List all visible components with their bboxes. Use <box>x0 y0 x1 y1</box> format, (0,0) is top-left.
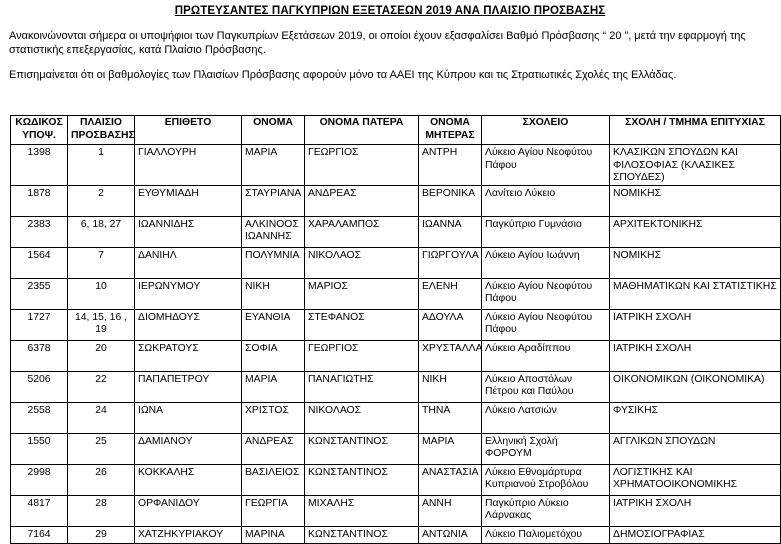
cell-surname: ΙΩΑΝΝΙΔΗΣ <box>135 216 242 247</box>
cell-department: ΟΙΚΟΝΟΜΙΚΩΝ (ΟΙΚΟΝΟΜΙΚΑ) <box>610 371 781 402</box>
header-first-name: ΟΝΟΜΑ <box>242 116 305 145</box>
cell-school: Λύκειο Αραδίππου <box>482 340 610 371</box>
cell-first-name: ΒΑΣΙΛΕΙΟΣ <box>242 464 305 495</box>
cell-first-name: ΜΑΡΙΝΑ <box>242 526 305 543</box>
cell-candidate-code: 2355 <box>11 278 68 309</box>
cell-department: ΑΡΧΙΤΕΚΤΟΝΙΚΗΣ <box>610 216 781 247</box>
table-row <box>11 526 781 543</box>
cell-access-framework: 24 <box>68 402 135 433</box>
cell-access-framework: 6, 18, 27 <box>68 216 135 247</box>
cell-school: Λύκειο Λατσιών <box>482 402 610 433</box>
cell-department: ΚΛΑΣΙΚΩΝ ΣΠΟΥΔΩΝ ΚΑΙ ΦΙΛΟΣΟΦΙΑΣ (ΚΛΑΣΙΚΕΣ ΣΠΟΥΔΕΣ) <box>610 145 781 186</box>
cell-school: Λανίτειο Λύκειο <box>482 185 610 216</box>
table-row <box>11 371 781 402</box>
cell-access-framework: 26 <box>68 464 135 495</box>
header-candidate-code: ΚΩΔΙΚΟΣ ΥΠΟΨ. <box>11 116 68 145</box>
table-row <box>11 402 781 433</box>
cell-first-name: ΜΑΡΙΑ <box>242 371 305 402</box>
cell-candidate-code: 1878 <box>11 185 68 216</box>
cell-candidate-code: 4817 <box>11 495 68 526</box>
cell-surname: ΙΩΝΑ <box>135 402 242 433</box>
cell-surname: ΕΥΘΥΜΙΑΔΗ <box>135 185 242 216</box>
cell-school: Λύκειο Αγίου Ιωάννη <box>482 247 610 278</box>
cell-access-framework: 20 <box>68 340 135 371</box>
cell-father-name: ΜΙΧΑΛΗΣ <box>305 495 419 526</box>
cell-candidate-code: 2998 <box>11 464 68 495</box>
table-row <box>11 464 781 495</box>
cell-access-framework: 2 <box>68 185 135 216</box>
cell-school: Λύκειο Παλιομετόχου <box>482 526 610 543</box>
table-row <box>11 145 781 186</box>
table-row <box>11 495 781 526</box>
cell-department: ΛΟΓΙΣΤΙΚΗΣ ΚΑΙ ΧΡΗΜΑΤΟΟΙΚΟΝΟΜΙΚΗΣ <box>610 464 781 495</box>
cell-access-framework: 1 <box>68 145 135 186</box>
cell-candidate-code: 6378 <box>11 340 68 371</box>
cell-father-name: ΚΩΝΣΤΑΝΤΙΝΟΣ <box>305 464 419 495</box>
cell-school: Λύκειο Αγίου Νεοφύτου Πάφου <box>482 278 610 309</box>
header-school: ΣΧΟΛΕΙΟ <box>482 116 610 145</box>
cell-first-name: ΣΟΦΙΑ <box>242 340 305 371</box>
header-access-framework: ΠΛΑΙΣΙΟ ΠΡΟΣΒΑΣΗΣ <box>68 116 135 145</box>
cell-surname: ΔΑΜΙΑΝΟΥ <box>135 433 242 464</box>
document-title: ΠΡΩΤΕΥΣΑΝΤΕΣ ΠΑΓΚΥΠΡΙΩΝ ΕΞΕΤΑΣΕΩΝ 2019 ΑΝΑ ΠΛΑΙΣΙΟ ΠΡΟΣΒΑΣΗΣ <box>174 5 606 17</box>
cell-candidate-code: 5206 <box>11 371 68 402</box>
cell-candidate-code: 1398 <box>11 145 68 186</box>
cell-surname: ΧΑΤΖΗΚΥΡΙΑΚΟΥ <box>135 526 242 543</box>
cell-department: ΝΟΜΙΚΗΣ <box>610 185 781 216</box>
cell-surname: ΓΙΑΛΛΟΥΡΗ <box>135 145 242 186</box>
cell-access-framework: 14, 15, 16 , 19 <box>68 309 135 340</box>
cell-surname: ΟΡΦΑΝΙΔΟΥ <box>135 495 242 526</box>
cell-candidate-code: 1550 <box>11 433 68 464</box>
results-table <box>10 115 781 544</box>
cell-department: ΙΑΤΡΙΚΗ ΣΧΟΛΗ <box>610 495 781 526</box>
table-row <box>11 309 781 340</box>
cell-department: ΑΓΓΛΙΚΩΝ ΣΠΟΥΔΩΝ <box>610 433 781 464</box>
cell-first-name: ΑΝΔΡΕΑΣ <box>242 433 305 464</box>
cell-father-name: ΧΑΡΑΛΑΜΠΟΣ <box>305 216 419 247</box>
intro-paragraph: Ανακοινώνονται σήμερα οι υποψήφιοι των Παγκυπρίων Εξετάσεων 2019, οι οποίοι έχουν εξασφαλίσει Βαθμό Πρόσβασης “ 20 ”, μετά την εφαρμογή της στατιστικής επεξεργασίας, κατά Πλαίσιο Πρόσβασης. <box>9 30 746 56</box>
cell-candidate-code: 2558 <box>11 402 68 433</box>
cell-first-name: ΠΟΛΥΜΝΙΑ <box>242 247 305 278</box>
header-mother-name: ΟΝΟΜΑ ΜΗΤΕΡΑΣ <box>419 116 482 145</box>
cell-surname: ΠΑΠΑΠΕΤΡΟΥ <box>135 371 242 402</box>
cell-mother-name: ΙΩΑΝΝΑ <box>419 216 482 247</box>
cell-first-name: ΝΙΚΗ <box>242 278 305 309</box>
cell-surname: ΔΙΟΜΗΔΟΥΣ <box>135 309 242 340</box>
cell-candidate-code: 2383 <box>11 216 68 247</box>
cell-mother-name: ΑΝΝΗ <box>419 495 482 526</box>
cell-father-name: ΚΩΝΣΤΑΝΤΙΝΟΣ <box>305 433 419 464</box>
header-surname: ΕΠΙΘΕΤΟ <box>135 116 242 145</box>
cell-department: ΙΑΤΡΙΚΗ ΣΧΟΛΗ <box>610 309 781 340</box>
cell-mother-name: ΑΝΤΩΝΙΑ <box>419 526 482 543</box>
table-row <box>11 216 781 247</box>
cell-mother-name: ΓΙΩΡΓΟΥΛΑ <box>419 247 482 278</box>
cell-father-name: ΓΕΩΡΓΙΟΣ <box>305 145 419 186</box>
cell-access-framework: 22 <box>68 371 135 402</box>
cell-father-name: ΝΙΚΟΛΑΟΣ <box>305 402 419 433</box>
header-department: ΣΧΟΛΗ / ΤΜΗΜΑ ΕΠΙΤΥΧΙΑΣ <box>610 116 781 145</box>
cell-first-name: ΣΤΑΥΡΙΑΝΑ <box>242 185 305 216</box>
cell-surname: ΔΑΝΙΗΛ <box>135 247 242 278</box>
table-row <box>11 247 781 278</box>
cell-department: ΝΟΜΙΚΗΣ <box>610 247 781 278</box>
cell-first-name: ΕΥΑΝΘΙΑ <box>242 309 305 340</box>
cell-school: Λύκειο Εθνομάρτυρα Κυπριανού Στροβόλου <box>482 464 610 495</box>
cell-candidate-code: 1727 <box>11 309 68 340</box>
cell-father-name: ΝΙΚΟΛΑΟΣ <box>305 247 419 278</box>
table-row <box>11 278 781 309</box>
table-header-row <box>11 116 781 145</box>
cell-mother-name: ΑΝΑΣΤΑΣΙΑ <box>419 464 482 495</box>
cell-mother-name: ΑΔΟΥΛΑ <box>419 309 482 340</box>
cell-department: ΙΑΤΡΙΚΗ ΣΧΟΛΗ <box>610 340 781 371</box>
cell-school: Ελληνική Σχολή ΦΟΡΟΥΜ <box>482 433 610 464</box>
cell-surname: ΚΟΚΚΑΛΗΣ <box>135 464 242 495</box>
cell-mother-name: ΤΗΝΑ <box>419 402 482 433</box>
cell-father-name: ΚΩΝΣΤΑΝΤΙΝΟΣ <box>305 526 419 543</box>
cell-access-framework: 10 <box>68 278 135 309</box>
cell-father-name: ΠΑΝΑΓΙΩΤΗΣ <box>305 371 419 402</box>
cell-mother-name: ΜΑΡΙΑ <box>419 433 482 464</box>
cell-school: Λύκειο Αγίου Νεοφύτου Πάφου <box>482 145 610 186</box>
cell-father-name: ΓΕΩΡΓΙΟΣ <box>305 340 419 371</box>
cell-school: Λύκειο Αποστόλων Πέτρου και Παύλου <box>482 371 610 402</box>
cell-access-framework: 29 <box>68 526 135 543</box>
cell-father-name: ΑΝΔΡΕΑΣ <box>305 185 419 216</box>
cell-department: ΔΗΜΟΣΙΟΓΡΑΦΙΑΣ <box>610 526 781 543</box>
cell-department: ΦΥΣΙΚΗΣ <box>610 402 781 433</box>
header-father-name: ΟΝΟΜΑ ΠΑΤΕΡΑ <box>305 116 419 145</box>
cell-mother-name: ΒΕΡΟΝΙΚΑ <box>419 185 482 216</box>
cell-access-framework: 25 <box>68 433 135 464</box>
cell-surname: ΣΩΚΡΑΤΟΥΣ <box>135 340 242 371</box>
note-paragraph: Επισημαίνεται ότι οι βαθμολογίες των Πλαισίων Πρόσβασης αφορούν μόνο τα ΑΑΕΙ της Κύπρου και τις Στρατιωτικές Σχολές της Ελλάδας. <box>9 69 677 81</box>
cell-access-framework: 28 <box>68 495 135 526</box>
table-row <box>11 433 781 464</box>
cell-access-framework: 7 <box>68 247 135 278</box>
cell-department: ΜΑΘΗΜΑΤΙΚΩΝ ΚΑΙ ΣΤΑΤΙΣΤΙΚΗΣ <box>610 278 781 309</box>
cell-first-name: ΧΡΙΣΤΟΣ <box>242 402 305 433</box>
cell-school: Παγκύπριο Γυμνάσιο <box>482 216 610 247</box>
cell-father-name: ΜΑΡΙΟΣ <box>305 278 419 309</box>
table-row <box>11 185 781 216</box>
cell-candidate-code: 7164 <box>11 526 68 543</box>
cell-mother-name: ΕΛΕΝΗ <box>419 278 482 309</box>
cell-first-name: ΑΛΚΙΝΟΟΣ ΙΩΑΝΝΗΣ <box>242 216 305 247</box>
cell-father-name: ΣΤΕΦΑΝΟΣ <box>305 309 419 340</box>
cell-surname: ΙΕΡΩΝΥΜΟΥ <box>135 278 242 309</box>
cell-candidate-code: 1564 <box>11 247 68 278</box>
cell-mother-name: ΝΙΚΗ <box>419 371 482 402</box>
cell-school: Παγκύπριο Λύκειο Λάρνακας <box>482 495 610 526</box>
cell-mother-name: ΑΝΤΡΗ <box>419 145 482 186</box>
cell-school: Λύκειο Αγίου Νεοφύτου Πάφου <box>482 309 610 340</box>
table-body <box>11 145 781 544</box>
cell-mother-name: ΧΡΥΣΤΑΛΛΑ <box>419 340 482 371</box>
cell-first-name: ΓΕΩΡΓΙΑ <box>242 495 305 526</box>
cell-first-name: ΜΑΡΙΑ <box>242 145 305 186</box>
table-row <box>11 340 781 371</box>
